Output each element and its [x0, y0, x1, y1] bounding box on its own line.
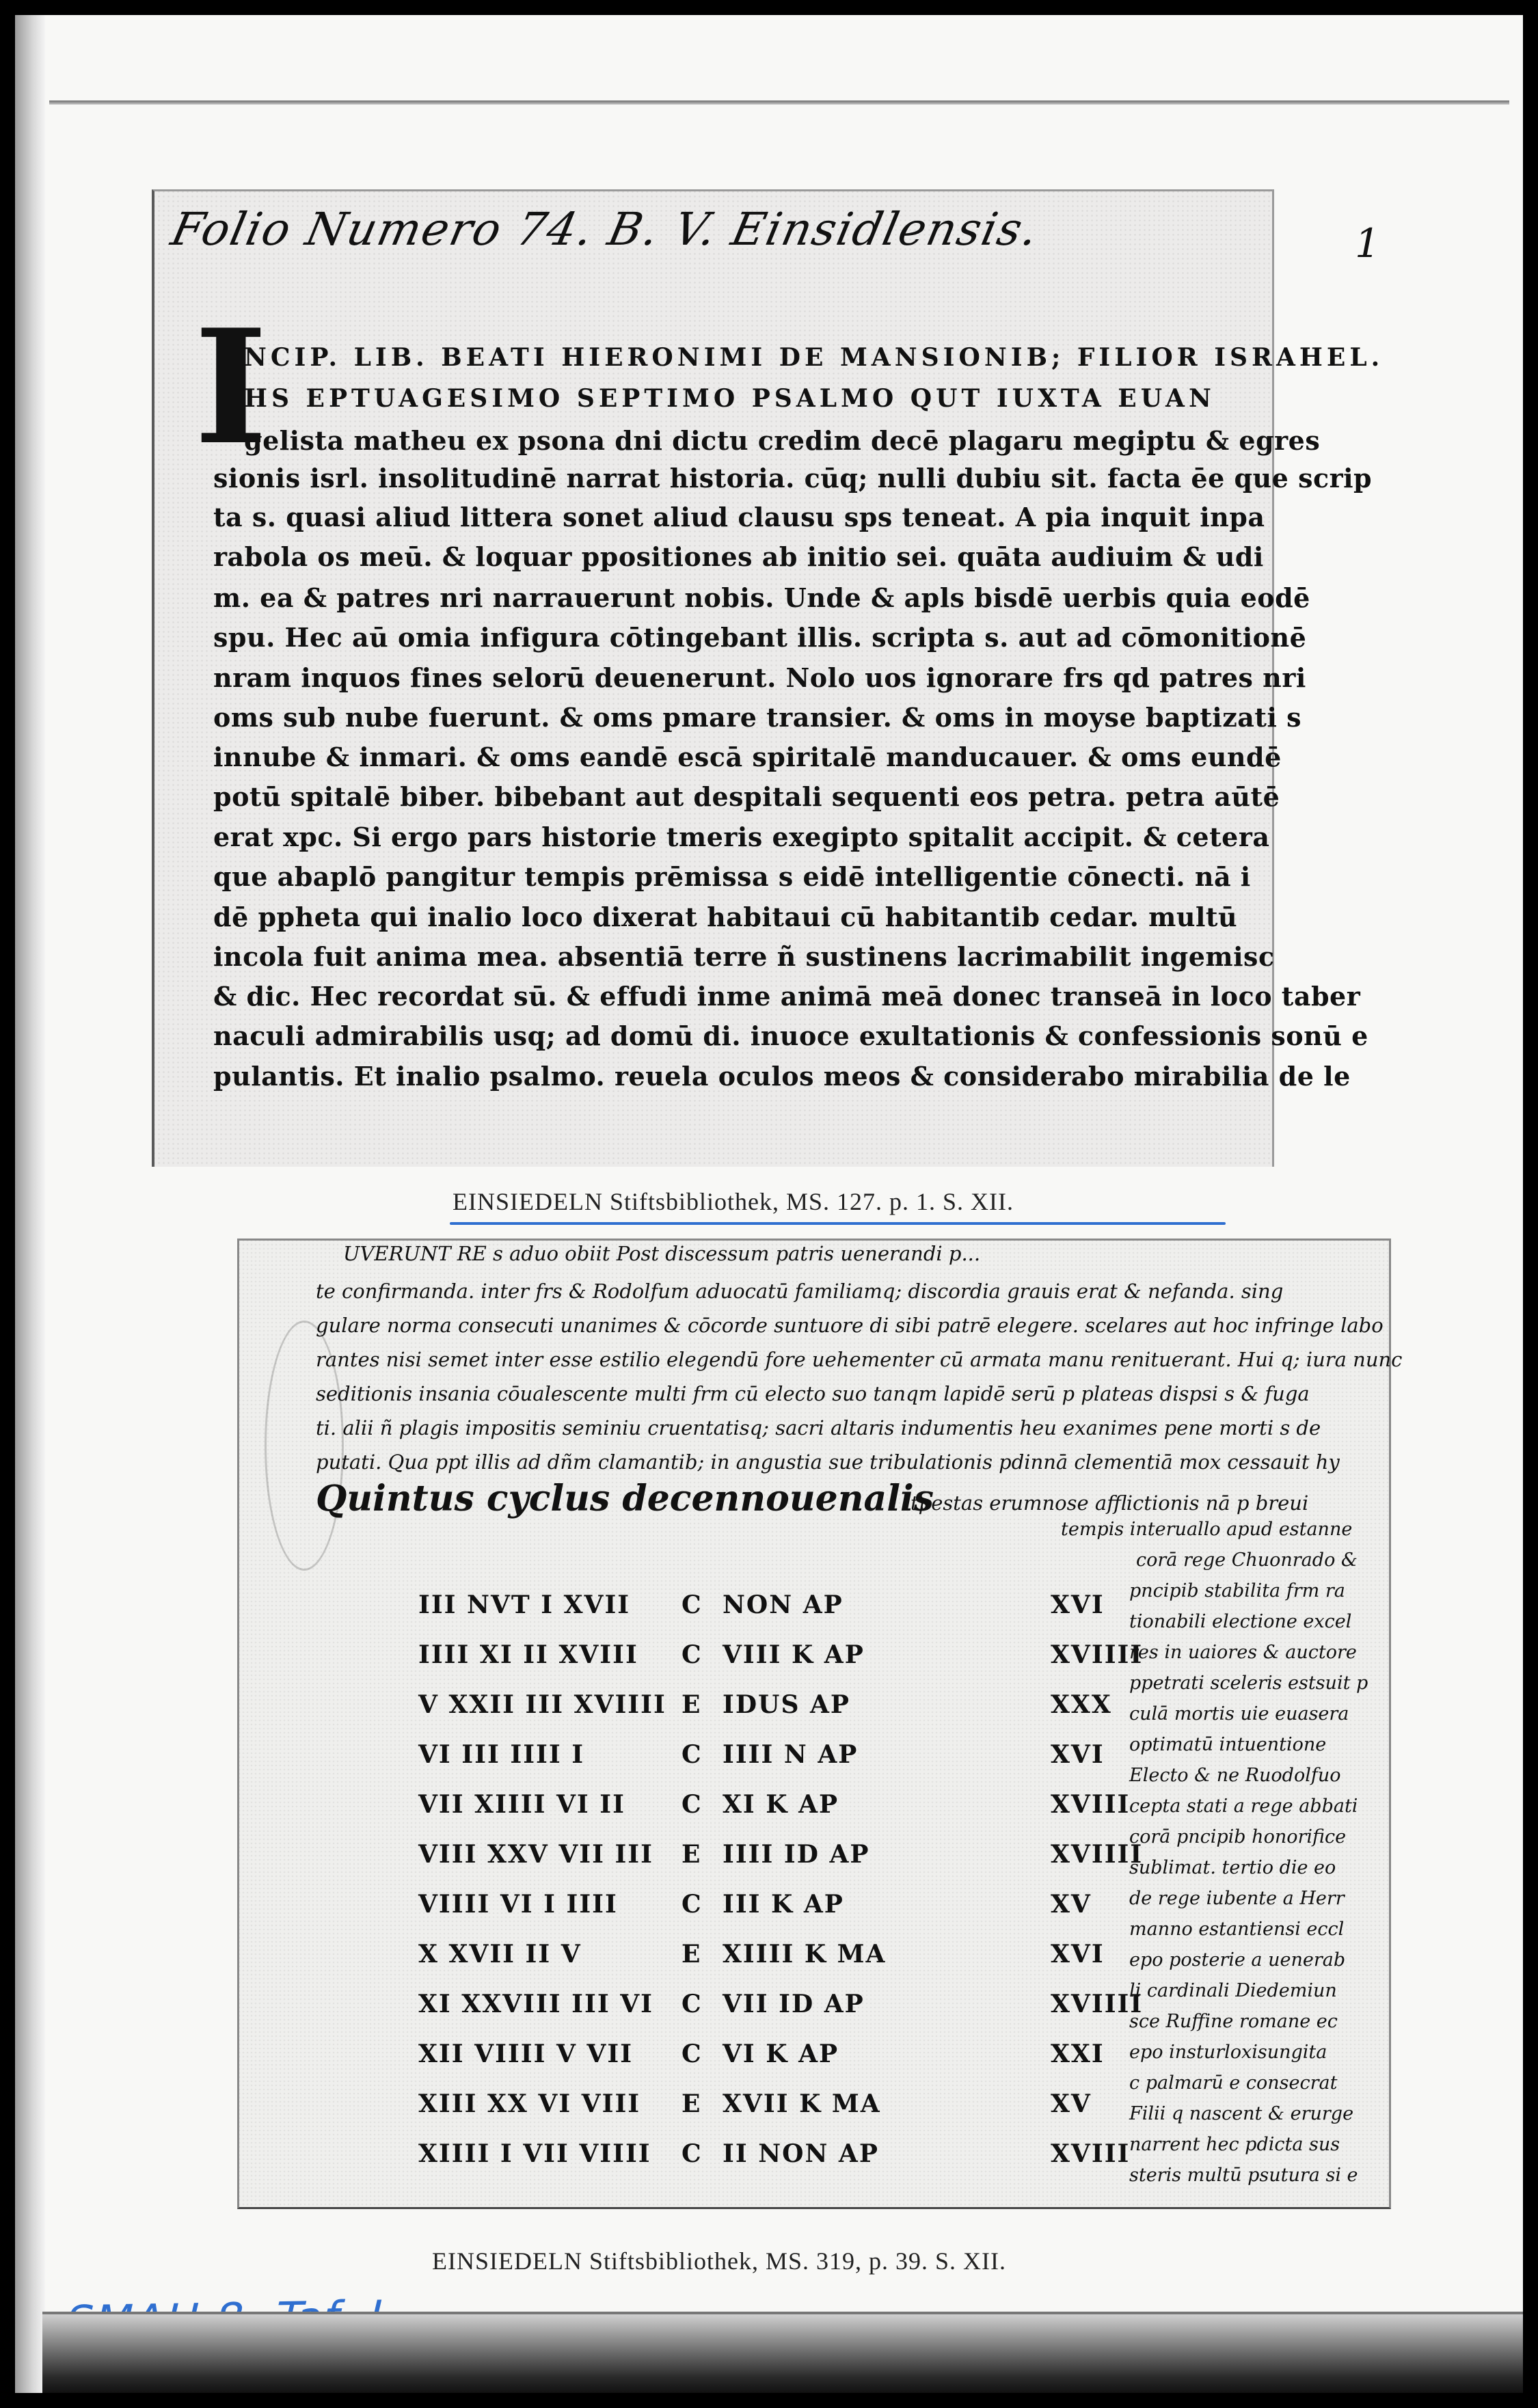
manuscript-line: oms sub nube fuerunt. & oms pmare transier. & oms in moyse baptizati s — [213, 702, 1302, 733]
margin-note: corā rege Chuonrado & — [1136, 1550, 1358, 1571]
table-date-cell: VIII K AP — [723, 1640, 865, 1669]
manuscript-line: ta s. quasi aliud littera sonet aliud clausu sps teneat. A pia inquit inpa — [213, 502, 1265, 532]
table-epact-cell: XVIIII — [1051, 1640, 1144, 1669]
margin-note: c palmarū e consecrat — [1129, 2072, 1338, 2094]
table-date-cell: IIII ID AP — [723, 1840, 870, 1869]
manuscript-line: que abaplō pangitur tempis prēmissa s eidē intelligentie cōnecti. nā i — [213, 861, 1251, 892]
margin-note: Filii q nascent & erurge — [1129, 2103, 1354, 2124]
manuscript-line: spu. Hec aū omia infigura cōtingebant illis. scripta s. aut ad cōmonitionē — [213, 622, 1307, 653]
margin-note: sce Ruffine romane ec — [1129, 2011, 1338, 2032]
table-roman-cell: VI III IIII I — [418, 1740, 585, 1769]
table-date-cell: XVII K MA — [723, 2089, 881, 2118]
table-epact-cell: XVIIII — [1051, 1990, 1144, 2018]
manuscript-line: seditionis insania cōualescente multi frm cū electo suo tanqm lapidē serū p plateas dispsi s & fuga — [316, 1382, 1310, 1405]
manuscript-line: naculi admirabilis usq; ad domū di. inuoce exultationis & confessionis sonū e — [213, 1020, 1368, 1051]
table-date-cell: VII ID AP — [723, 1990, 865, 2018]
margin-note: epo insturloxisungita — [1129, 2042, 1327, 2063]
table-roman-cell: XIII XX VI VIII — [418, 2089, 641, 2118]
margin-note: steris multū psutura si e — [1129, 2165, 1358, 2186]
manuscript-line: sionis isrl. insolitudinē narrat historia. cūq; nulli dubiu sit. facta ēe que scrip — [213, 463, 1373, 493]
margin-note: pncipib stabilita frm ra — [1129, 1580, 1345, 1601]
table-date-cell: III K AP — [723, 1890, 844, 1919]
decorated-initial: I — [194, 295, 268, 480]
table-letter-cell: C — [682, 1890, 703, 1919]
plate-caption-ms319: EINSIEDELN Stiftsbibliothek, MS. 319, p. 39. S. XII. — [432, 2247, 1006, 2275]
table-letter-cell: C — [682, 1640, 703, 1669]
table-date-cell: XI K AP — [723, 1790, 839, 1819]
table-date-cell: II NON AP — [723, 2139, 879, 2168]
margin-note: manno estantiensi eccl — [1129, 1919, 1345, 1940]
table-epact-cell: XXI — [1051, 2040, 1105, 2068]
table-letter-cell: C — [682, 2139, 703, 2168]
manuscript-line: gulare norma consecuti unanimes & cōcorde suntuore di sibi patrē elegere. scelares aut hoc infringe labo — [316, 1314, 1384, 1337]
manuscript-line: HS EPTUAGESIMO SEPTIMO PSALMO QUT IUXTA EUAN — [244, 384, 1215, 413]
table-date-cell: XIIII K MA — [723, 1940, 887, 1969]
margin-note: tempis interuallo apud estanne — [1061, 1519, 1353, 1540]
margin-note: corā pncipib honorifice — [1129, 1826, 1347, 1848]
manuscript-line: gelista matheu ex psona dni dictu credim decē plagaru megiptu & egres — [244, 425, 1321, 456]
table-epact-cell: XVI — [1051, 1940, 1105, 1969]
manuscript-line: rantes nisi semet inter esse estilio elegendū fore uehementer cū armata manu renituerant. Hui q; iura nunc — [316, 1348, 1403, 1371]
top-scan-edge — [49, 100, 1509, 105]
caption-underline — [450, 1222, 1226, 1225]
table-letter-cell: E — [682, 1840, 702, 1869]
margin-note: ppetrati sceleris estsuit p — [1129, 1673, 1368, 1694]
margin-note: tionabili electione excel — [1129, 1611, 1352, 1632]
manuscript-line: te confirmanda. inter frs & Rodolfum aduocatū familiamq; discordia grauis erat & nefanda. sing — [316, 1280, 1284, 1303]
manuscript-line: m. ea & patres nri narrauerunt nobis. Unde & apls bisdē uerbis quia eodē — [213, 582, 1310, 613]
manuscript-line: incola fuit anima mea. absentiā terre ñ sustinens lacrimabilit ingemisc — [213, 941, 1275, 972]
manuscript-line: potū spitalē biber. bibebant aut despitali sequenti eos petra. petra aūtē — [213, 781, 1280, 812]
cycle-title: Quintus cyclus decennouenalis — [316, 1478, 934, 1519]
manuscript-line: & dic. Hec recordat sū. & effudi inme animā meā donec transeā in loco taber — [213, 981, 1361, 1012]
table-epact-cell: XV — [1051, 2089, 1092, 2118]
table-letter-cell: E — [682, 1940, 702, 1969]
table-letter-cell: C — [682, 1790, 703, 1819]
table-letter-cell: C — [682, 2040, 703, 2068]
table-epact-cell: XXX — [1051, 1690, 1112, 1719]
manuscript-line: ti. alii ñ plagis impositis seminiu cruentatisq; sacri altaris indumentis heu exanimes pene morti s de — [316, 1416, 1321, 1439]
table-epact-cell: XVI — [1051, 1591, 1105, 1619]
table-date-cell: NON AP — [723, 1591, 844, 1619]
table-roman-cell: V XXII III XVIIII — [418, 1690, 666, 1719]
manuscript-line: pulantis. Et inalio psalmo. reuela oculos meos & considerabo mirabilia de le — [213, 1061, 1351, 1092]
binding-shadow — [15, 15, 45, 2393]
table-roman-cell: XIIII I VII VIIII — [418, 2139, 651, 2168]
manuscript-line: erat xpc. Si ergo pars historie tmeris exegipto spitalit accipit. & cetera — [213, 822, 1270, 852]
manuscript-line: rabola os meū. & loquar ppositiones ab initio sei. quāta audiuim & udi — [213, 541, 1264, 572]
margin-note: optimatū intuentione — [1129, 1734, 1327, 1755]
table-letter-cell: C — [682, 1740, 703, 1769]
manuscript-line: UVERUNT RE s aduo obiit Post discessum patris uenerandi p... — [343, 1242, 981, 1265]
table-letter-cell: C — [682, 1591, 703, 1619]
margin-note: cepta stati a rege abbati — [1129, 1796, 1358, 1817]
margin-note: li cardinali Diedemiun — [1129, 1980, 1337, 2001]
table-date-cell: IDUS AP — [723, 1690, 850, 1719]
table-letter-cell: E — [682, 1690, 702, 1719]
table-epact-cell: XVIII — [1051, 1790, 1131, 1819]
table-epact-cell: XV — [1051, 1890, 1092, 1919]
folio-header-note: Folio Numero 74. B. V. Einsidlensis. — [166, 203, 1044, 256]
table-roman-cell: XI XXVIII III VI — [418, 1990, 653, 2018]
table-date-cell: IIII N AP — [723, 1740, 859, 1769]
scanned-sheet — [15, 15, 1523, 2393]
table-roman-cell: XII VIIII V VII — [418, 2040, 634, 2068]
table-roman-cell: VIIII VI I IIII — [418, 1890, 618, 1919]
margin-note: culā mortis uie euasera — [1129, 1703, 1349, 1724]
table-letter-cell: C — [682, 1990, 703, 2018]
margin-note: sublimat. tertio die eo — [1129, 1857, 1336, 1878]
table-roman-cell: IIII XI II XVIII — [418, 1640, 638, 1669]
table-date-cell: VI K AP — [723, 2040, 839, 2068]
margin-note: narrent hec pdicta sus — [1129, 2134, 1340, 2155]
bottom-scan-shadow — [42, 2314, 1523, 2393]
margin-note: Electo & ne Ruodolfuo — [1129, 1765, 1341, 1786]
manuscript-line: NCIP. LIB. BEATI HIERONIMI DE MANSIONIB; FILIOR ISRAHEL. — [244, 343, 1384, 372]
table-roman-cell: VIII XXV VII III — [418, 1840, 653, 1869]
manuscript-line: dē ppheta qui inalio loco dixerat habitaui cū habitantib cedar. multū — [213, 902, 1238, 932]
manuscript-line: putati. Qua ppt illis ad dñm clamantib; in angustia sue tribulationis pdinnā clementiā mox cessauit hy — [316, 1450, 1340, 1474]
margin-note: res in uaiores & auctore — [1129, 1642, 1357, 1663]
table-roman-cell: VII XIIII VI II — [418, 1790, 625, 1819]
table-roman-cell: III NVT I XVII — [418, 1591, 631, 1619]
margin-note: epo posterie a uenerab — [1129, 1949, 1346, 1971]
table-epact-cell: XVI — [1051, 1740, 1105, 1769]
table-epact-cell: XVIIII — [1051, 1840, 1144, 1869]
plate-caption-ms127: EINSIEDELN Stiftsbibliothek, MS. 127. p. 1. S. XII. — [453, 1188, 1014, 1215]
table-roman-cell: X XVII II V — [418, 1940, 582, 1969]
margin-note: de rege iubente a Herr — [1129, 1888, 1345, 1909]
manuscript-line: nram inquos fines selorū deuenerunt. Nolo uos ignorare frs qd patres nri — [213, 662, 1306, 693]
table-letter-cell: E — [682, 2089, 702, 2118]
table-epact-cell: XVIII — [1051, 2139, 1131, 2168]
cycle-title-trailing: tpestas erumnose afflictionis nā p breui — [910, 1491, 1309, 1515]
folio-page-number: 1 — [1355, 220, 1380, 267]
manuscript-line: innube & inmari. & oms eandē escā spiritalē manducauer. & oms eundē — [213, 742, 1282, 772]
